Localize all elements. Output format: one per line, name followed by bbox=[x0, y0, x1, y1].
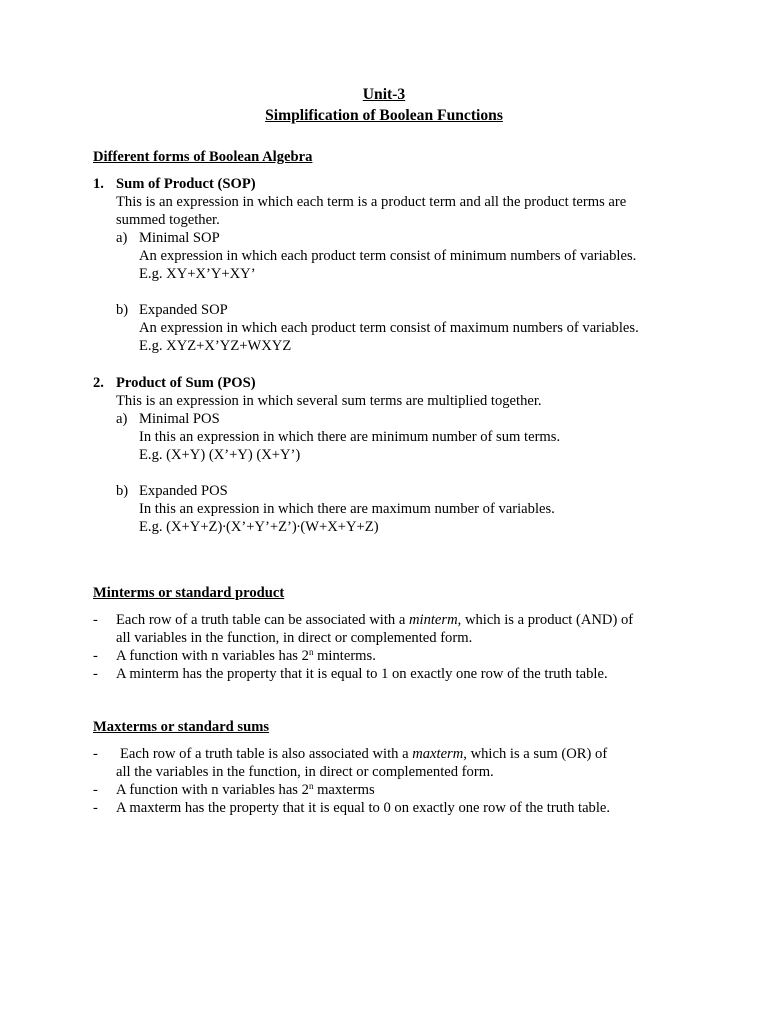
sop-description-line1: This is an expression in which each term is a product term and all the product terms are bbox=[116, 194, 627, 210]
minimal-sop-description: An expression in which each product term consist of minimum numbers of variables. bbox=[139, 248, 637, 264]
maxterm-bullet-3: - bbox=[93, 800, 98, 816]
maxterm-item-1-line1 bbox=[120, 745, 607, 763]
expanded-sop-example: E.g. XYZ+X’YZ+WXYZ bbox=[139, 338, 292, 354]
maxterm-exponent: n bbox=[308, 781, 314, 791]
expanded-sop-description: An expression in which each product term consist of maximum numbers of variables. bbox=[139, 320, 639, 336]
minterm-bullet-2: - bbox=[93, 648, 98, 664]
minterm-item-1-line2: all variables in the function, in direct or complemented form. bbox=[116, 630, 473, 646]
minimal-sop-example: E.g. XY+X’Y+XY’ bbox=[139, 266, 256, 282]
minterm-bullet-1: - bbox=[93, 612, 98, 628]
minimal-sop-label: Minimal SOP bbox=[139, 230, 220, 246]
minterm-item-2-text-end: minterms. bbox=[313, 648, 376, 664]
maxterm-term: maxterm bbox=[412, 746, 464, 762]
forms-section-heading: Different forms of Boolean Algebra bbox=[93, 149, 313, 165]
pos-heading: Product of Sum (POS) bbox=[116, 375, 256, 391]
maxterm-item-1-text-end: , which is a sum (OR) of bbox=[463, 746, 608, 762]
minimal-pos-label: Minimal POS bbox=[139, 411, 220, 427]
maxterm-item-2 bbox=[116, 781, 375, 799]
expanded-pos-example: E.g. (X+Y+Z)∙(X’+Y’+Z’)∙(W+X+Y+Z) bbox=[139, 519, 379, 535]
minimal-pos-letter: a) bbox=[116, 411, 128, 427]
minterm-exponent: n bbox=[308, 647, 314, 657]
maxterm-item-2-text-end: maxterms bbox=[313, 782, 375, 798]
sop-description-line2: summed together. bbox=[116, 212, 220, 228]
maxterms-heading: Maxterms or standard sums bbox=[93, 719, 270, 735]
maxterm-item-1-line2: all the variables in the function, in direct or complemented form. bbox=[116, 764, 494, 780]
expanded-pos-label: Expanded POS bbox=[139, 483, 228, 499]
minterms-heading: Minterms or standard product bbox=[93, 585, 285, 601]
maxterm-item-2-text: A function with n variables has 2 bbox=[116, 782, 309, 798]
unit-heading: Unit-3 bbox=[362, 86, 406, 103]
maxterm-bullet-2: - bbox=[93, 782, 98, 798]
minterm-item-1-line1 bbox=[116, 611, 633, 629]
minterm-item-3: A minterm has the property that it is equal to 1 on exactly one row of the truth table. bbox=[116, 666, 608, 682]
minterm-item-1-text-end: , which is a product (AND) of bbox=[457, 612, 634, 628]
maxterm-item-1-text: Each row of a truth table is also associated with a bbox=[120, 746, 413, 762]
pos-description: This is an expression in which several sum terms are multiplied together. bbox=[116, 393, 542, 409]
expanded-sop-letter: b) bbox=[116, 302, 129, 318]
minimal-sop-letter: a) bbox=[116, 230, 128, 246]
minterm-item-1-text: Each row of a truth table can be associated with a bbox=[116, 612, 409, 628]
maxterm-item-3: A maxterm has the property that it is equal to 0 on exactly one row of the truth table. bbox=[116, 800, 611, 816]
page-title: Simplification of Boolean Functions bbox=[265, 107, 503, 124]
expanded-pos-letter: b) bbox=[116, 483, 129, 499]
minterm-item-2 bbox=[116, 647, 376, 665]
pos-number: 2. bbox=[93, 375, 104, 391]
sop-heading: Sum of Product (SOP) bbox=[116, 176, 256, 192]
minimal-pos-description: In this an expression in which there are minimum number of sum terms. bbox=[139, 429, 561, 445]
expanded-pos-description: In this an expression in which there are maximum number of variables. bbox=[139, 501, 555, 517]
minterm-term: minterm bbox=[408, 612, 458, 628]
maxterm-bullet-1: - bbox=[93, 746, 98, 762]
minterm-item-2-text: A function with n variables has 2 bbox=[116, 648, 309, 664]
sop-number: 1. bbox=[93, 176, 104, 192]
expanded-sop-label: Expanded SOP bbox=[139, 302, 228, 318]
minterm-bullet-3: - bbox=[93, 666, 98, 682]
minimal-pos-example: E.g. (X+Y) (X’+Y) (X+Y’) bbox=[139, 447, 301, 463]
